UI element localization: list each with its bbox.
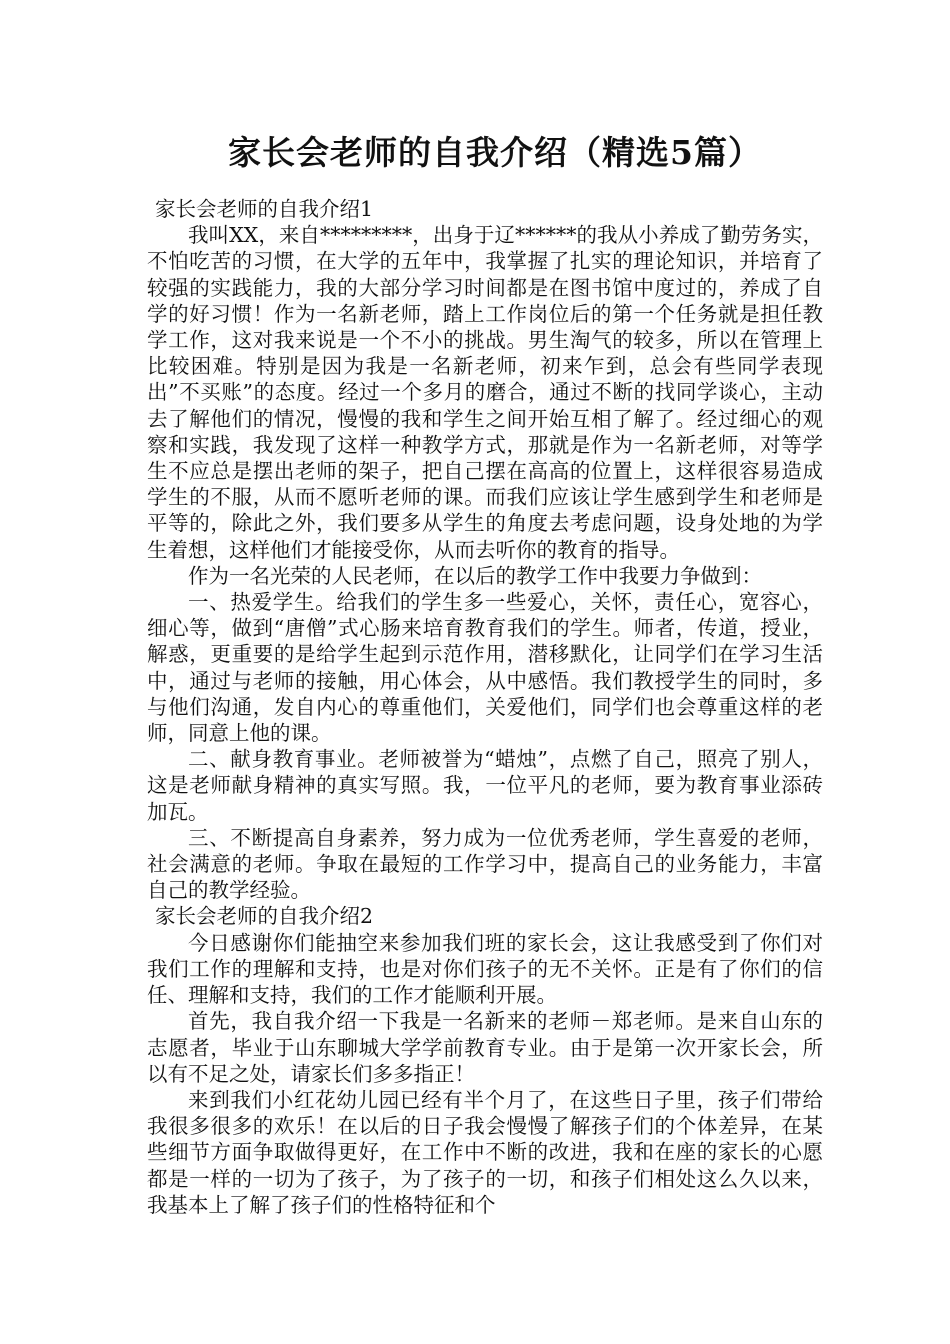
paragraph: 来到我们小红花幼儿园已经有半个月了，在这些日子里，孩子们带给我很多很多的欢乐！在以后的日子我会慢慢了解孩子们的个体差异，在某些细节方面争取做得更好，在工作中不断的改进，我和在座的家长的心愿都是一样的一切为了孩子，为了孩子的一切，和孩子们相处这么久以来，我基本上了解了孩子们的性格特征和个 <box>147 1087 823 1217</box>
paragraph: 三、不断提高自身素养，努力成为一位优秀老师，学生喜爱的老师，社会满意的老师。争取在最短的工作学习中，提高自己的业务能力，丰富自己的教学经验。 <box>147 825 823 903</box>
paragraph: 首先，我自我介绍一下我是一名新来的老师－郑老师。是来自山东的志愿者，毕业于山东聊城大学学前教育专业。由于是第一次开家长会，所以有不足之处，请家长们多多指正！ <box>147 1009 823 1086</box>
section-heading: 家长会老师的自我介绍1 <box>155 197 374 221</box>
paragraph: 今日感谢你们能抽空来参加我们班的家长会，这让我感受到了你们对我们工作的理解和支持，也是对你们孩子的无不关怀。正是有了你们的信任、理解和支持，我们的工作才能顺利开展。 <box>147 930 823 1008</box>
paragraph: 一、热爱学生。给我们的学生多一些爱心，关怀，责任心，宽容心，细心等，做到“唐僧”式心肠来培育教育我们的学生。师者，传道，授业，解惑，更重要的是给学生起到示范作用，潜移默化，让同学们在学习生活中，通过与老师的接触，用心体会，从中感悟。我们教授学生的同时，多与他们沟通，发自内心的尊重他们，关爱他们，同学们也会尊重这样的老师，同意上他的课。 <box>147 590 823 746</box>
section-2 <box>147 903 823 1217</box>
section-1 <box>147 196 823 903</box>
section-heading: 家长会老师的自我介绍2 <box>155 904 374 929</box>
document-body <box>147 196 823 1218</box>
paragraph: 二、献身教育事业。老师被誉为“蜡烛”，点燃了自己，照亮了别人，这是老师献身精神的真实写照。我，一位平凡的老师，要为教育事业添砖加瓦。 <box>147 747 823 824</box>
paragraph: 作为一名光荣的人民老师，在以后的教学工作中我要力争做到： <box>188 563 762 588</box>
document-title: 家长会老师的自我介绍（精选5篇） <box>228 133 762 172</box>
paragraph: 我叫XX，来自*********，出身于辽******的我从小养成了勤劳务实，不怕吃苦的习惯，在大学的五年中，我掌握了扎实的理论知识，并培育了较强的实践能力，我的大部分学习时间都是在图书馆中度过的，养成了自学的好习惯！作为一名新老师，踏上工作岗位后的第一个任务就是担任教学工作，这对我来说是一个不小的挑战。男生淘气的较多，所以在管理上比较困难。特别是因为我是一名新老师，初来乍到，总会有些同学表现出”不买账”的态度。经过一个多月的磨合，通过不断的找同学谈心，主动去了解他们的情况，慢慢的我和学生之间开始互相了解了。经过细心的观察和实践，我发现了这样一种教学方式，那就是作为一名新老师，对等学生不应总是摆出老师的架子，把自己摆在高高的位置上，这样很容易造成学生的不服，从而不愿听老师的课。而我们应该让学生感到学生和老师是平等的，除此之外，我们要多从学生的角度去考虑问题，设身处地的为学生着想，这样他们才能接受你，从而去听你的教育的指导。 <box>147 223 823 562</box>
document-page <box>147 0 823 1218</box>
